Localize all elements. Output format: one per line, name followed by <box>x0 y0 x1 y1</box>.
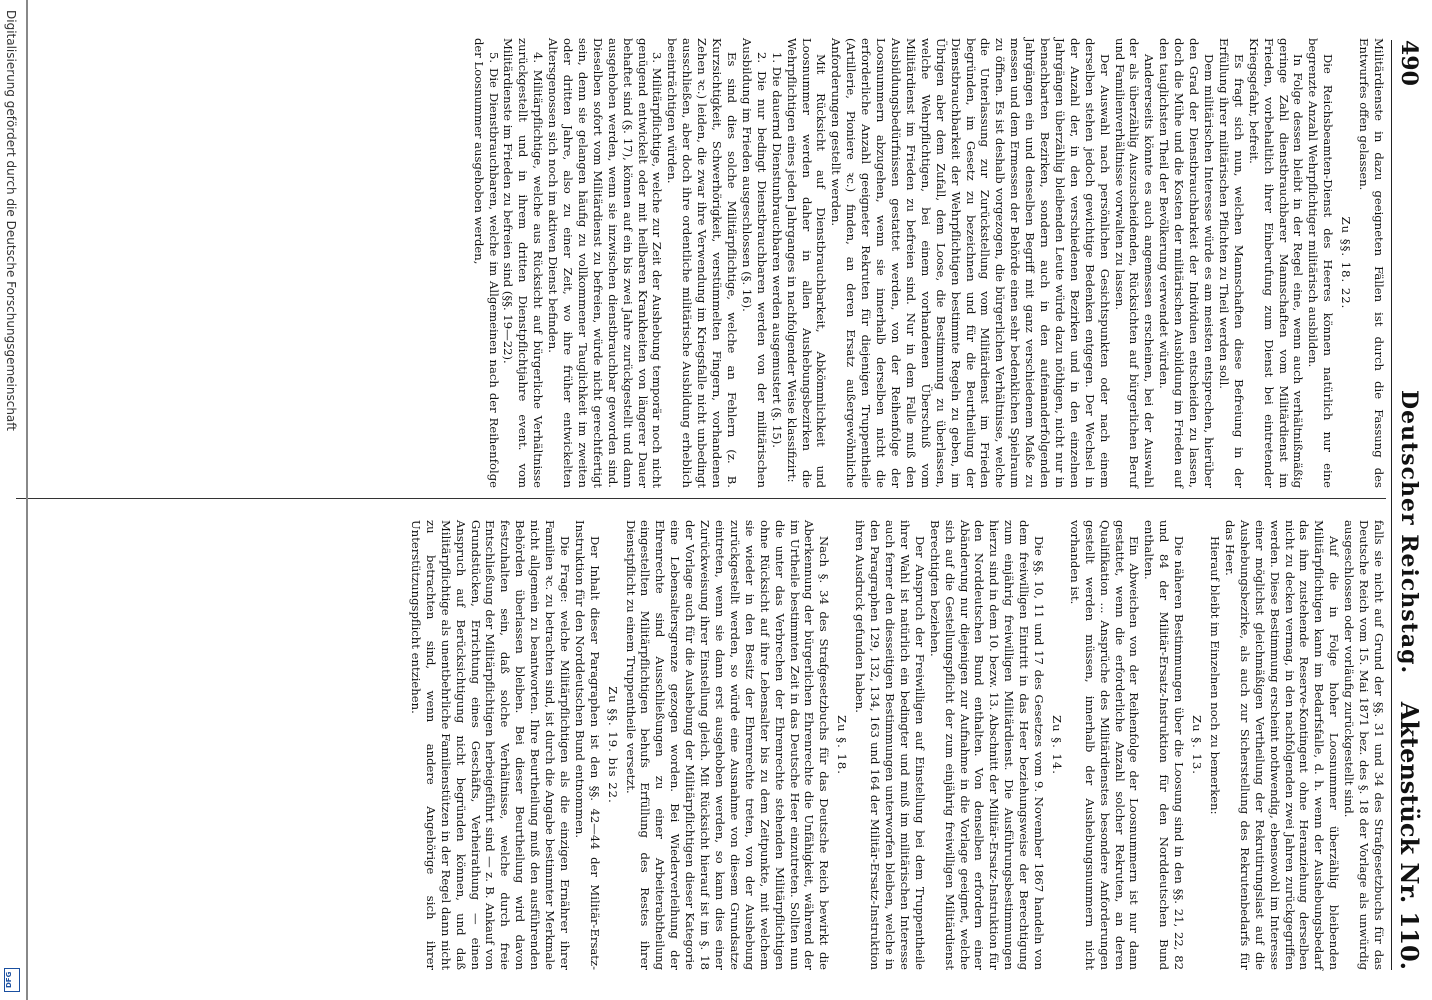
paragraph: Militärdienste in dazu geeigneten Fällen ist durch die Fassung des Entwurfes offen gelassen. <box>1357 38 1386 488</box>
paragraph: falls sie nicht auf Grund der §§. 31 und 34 des Strafgesetzbuchs für das Deutsche Reich vom 15. Mai 1871 bez. des §. 18 der Vorlage als unwürdig ausgeschlossen oder vorläufig zurückgestellt sind. <box>1342 520 1386 970</box>
paragraph: Der Auswahl nach persönlichen Gesichtspunkten oder nach einem derselben stehen jedoch gewichtige Bedenken entgegen. Der Wechsel in der Anzahl der, in den verschiedenen Bezirken und in den einzelnen Jahrgängen überzählig bleibenden Leute würde dazu nöthigen, nicht nur in benachbarten Bezirken, sondern auch in den aufeinanderfolgenden Jahrgängen ein und denselben Begriff mit ganz verschiedenem Maße zu messen und dem Ermessen der Behörde einen sehr bedenklichen Spielraum zu öffnen. Es ist deshalb vorgezogen, die bürgerlichen Verhältnisse, welche die Unterlassung zur Zurückstellung vom Militärdienst im Frieden begründen, im Gesetz zu bezeichnen und für die Beurtheilung der Dienstbrauchbarkeit der Wehrpflichtigen bestimmte Regeln zu geben, im Übrigen aber dem Zufall, dem Loose, die Bestimmung zu überlassen, welche Wehrpflichtigen, bei einem vorhandenen Überschuß vom Militärdienst im Frieden zu befreien sind. Nur in dem Falle muß den Ausbildungsbedürfnissen gestattet werden, von der Reihenfolge der Loosnummern abzugehen, wenn sie innerhalb derselben nicht die erforderliche Anzahl geeigneter Rekruten für diejenigen Truppentheile (Artillerie, Pioniere ꝛc.) finden, an deren Ersatz außergewöhnliche Anforderungen gestellt werden. <box>829 38 1112 488</box>
paragraph: Hierauf bleibt im Einzelnen noch zu bemerken: <box>1208 536 1223 815</box>
list-item-detail: Es sind dies solche Militärpflichtige, welche an Fehlern (z. B. Kurzsichtigkeit, Schwerhörigkeit, verstümmelten Fingern, vorhandenen Zehen ꝛc.) leiden, die zwar ihre Verwendung im Kriegsfalle nicht unbedingt ausschließen, aber doch ihre ordentliche militärische Ausbildung erheblich beeinträchtigen würden. <box>665 38 740 488</box>
paragraph: Die Frage: welche Militärpflichtigen als die einzigen Ernährer ihrer Familien ꝛc. zu betrachten sind, ist durch die Angabe bestimmter Merkmale nicht allgemein zu beantworten. Ihre Beurtheilung muß den ausführenden Behörden überlassen bleiben. Bei dieser Beurtheilung wird davon festzuhalten sein, daß solche Verhältnisse, welche durch freie Entschließung der Militärpflichtigen herbeigeführt sind — z. B. Ankauf von Grundstücken, Errichtung eines Geschäfts, Verheirathung — einen Anspruch auf Berücksichtigung nicht begründen können, und daß Militärpflichtige als unentbehrliche Familienstützen in der Regel dann nicht zu betrachten sind, wenn andere Angehörige sich ihrer Unterstützungspflicht entziehen. <box>408 520 572 970</box>
document-number: Aktenstück Nr. 110. <box>1395 701 1424 970</box>
paragraph: Andererseits könnte es auch angemessen erscheinen, bei der Auswahl der als überzählig Auszuscheidenden, Rücksichten auf bürgerlichen Beruf und Familienverhältnisse vorwalten zu lassen. <box>1112 38 1157 488</box>
paragraph: Auf die in Folge hoher Loosnummer überzählig bleibenden Militärpflichtigen kann im Bedarfsfalle, d. h. wenn der Aushebungsbedarf das ihm zustehende Reserve-Kontingent ohne Heranziehung derselben nicht zu decken vermag, in den nachfolgenden zwei Jahren zurückgegriffen werden. Diese Bestimmung erscheint nothwendig, ebensowohl im Interesse einer möglichst gleichmäßigen Vertheilung der Rekrutirungslast auf die Aushebungsbezirke, als auch zur Sicherstellung des Rekrutenbedarfs für das Heer. <box>1222 520 1342 970</box>
list-item: 2. Die nur bedingt Dienstbrauchbaren werden von der militärischen Ausbildung im Frieden ausgeschlossen (§. 16). <box>739 38 769 488</box>
scan-footer <box>0 0 22 1000</box>
section-heading: Zu §§. 18. 22. <box>1339 216 1354 310</box>
paragraph: Nach §. 34 des Strafgesetzbuchs für das Deutsche Reich bewirkt die Aberkennung der bürgerlichen Ehrenrechte die Unfähigkeit, während der im Urtheile bestimmten Zeit in das Deutsche Heer einzutreten. Sollten nun die unter das Verbrechen der Ehrenrechte stehenden Militärpflichtigen ohne Rücksicht auf ihre Lebensalter bis zu dem Zeitpunkte, mit welchem sie wieder in den Besitz der Ehrenrechte treten, von der Aushebung zurückgestellt werden, so würde eine Ausnahme von diesem Grundsatze eintreten, wenn sie dann erst ausgehoben werden, so kann dies einer Zurückweisung ihrer Einstellung gleich. Mit Rücksicht hierauf ist im §. 18 der Vorlage auch für die Aushebung der Militärpflichtigen dieser Kategorie eine Lebensaltersgrenze gezogen worden. Bei Wiederverleihung der Ehrenrechte sind Ausschließungen zu einer Arbeiterabtheilung eingestellten Militärpflichtigen behufs Erfüllung des Restes ihrer Dienstpflicht zu einem Truppentheile versetzt. <box>623 520 832 970</box>
section-heading: Zu §§. 19. bis 22. <box>605 686 620 804</box>
paragraph: Ein Abweichen von der Reihenfolge der Loosnummern ist nur dann gestattet, wenn die erforderliche Anzahl solcher Rekruten, an deren Qualifikation ... Ansprüche des Militärdienstes besondere Anforderungen gestellt werden müssen, innerhalb der Aushebungsnummern nicht vorhanden ist. <box>1067 520 1142 970</box>
paragraph: Dem militärischen Interesse würde es am meisten entsprechen, hierüber den Grad der Dienstbrauchbarkeit der Individuen entscheiden zu lassen, doch die Mühe und die Kosten der militärischen Ausbildung im Frieden auf den tauglichsten Theil der Bevölkerung verwendet würden. <box>1157 38 1217 488</box>
section-heading: Zu §. 13. <box>1190 715 1205 775</box>
paragraph: Es fragt sich nun, welchen Mannschaften diese Befreiung in der Erfüllung ihrer militärischen Pflichten zu Theil werden soll. <box>1216 38 1246 488</box>
digitization-credit: Digitalisierung gefördert durch die Deutsche Forschungsgemeinschaft <box>4 10 18 432</box>
running-title: Deutscher Reichstag. <box>1396 390 1422 675</box>
paragraph: Mit Rücksicht auf Dienstbrauchbarkeit, Abkömmlichkeit und Loosnummer werden daher in allen Aushebungsbezirken die Wehrpflichtigen eines jeden Jahrganges in nachfolgender Weise klassifizirt: <box>784 38 829 488</box>
paragraph: In Folge dessen bleibt in der Regel eine, wenn auch verhältnißmäßig geringe Zahl dienstbrauchbarer Mannschaften vom Militärdienst im Frieden, vorbehaltlich ihrer Einberufung zum Dienst bei eintretender Kriegsgefahr, befreit. <box>1246 38 1306 488</box>
list-item: 5. Die Dienstbrauchbaren, welche im Allgemeinen nach der Reihenfolge der Loosnummer ausgehoben werden, <box>471 38 501 488</box>
scan-edge <box>26 0 28 1000</box>
column-divider <box>16 498 1386 499</box>
page-number: 490 <box>1396 40 1422 86</box>
paragraph: Der Anspruch der Freiwilligen auf Einstellung bei dem Truppentheile ihrer Wahl ist natürlich ein bedingter und muß im militärischen Interesse auch ferner den diesseitigen Bestimmungen unterworfen bleiben, welche in den Paragraphen 129, 132, 134, 163 und 164 der Militär-Ersatz-Instruktion ihren Ausdruck gefunden haben. <box>853 520 927 970</box>
section-heading: Zu §. 14. <box>1049 715 1064 775</box>
header-rule <box>1391 40 1392 970</box>
page-header <box>1392 40 1426 970</box>
paragraph: Die §§. 10, 11 und 17 des Gesetzes vom 9. November 1867 handeln von dem freiwilligen Eintritt in das Heer beziehungsweise der Berechtigung zum einjährig freiwilligen Militärdienst. Die Ausführungsbestimmungen hierzu sind in dem 10. bezw. 13. Abschnitt der Militär-Ersatz-Instruktion für den Norddeutschen Bund enthalten. Von denselben erfordern einer Abänderung nur diejenigen zur Aufnahme in die Vorlage geeignet, welche sich auf die Gestellungspflicht der zum einjährig freiwilligen Militärdienst Berechtigten beziehen. <box>927 520 1047 970</box>
section-heading: Zu §. 18. <box>835 715 850 775</box>
paragraph: Der Inhalt dieser Paragraphen ist den §§. 42—44 der Militär-Ersatz-Instruktion für den Norddeutschen Bund entnommen. <box>572 520 602 970</box>
paragraph: Die näheren Bestimmungen über die Loosung sind in den §§. 21, 22, 82 und 84 der Militär-Ersatz-Instruktion für den Norddeutschen Bund enthalten. <box>1142 520 1187 970</box>
left-column <box>6 38 1386 488</box>
list-item: 3. Militärpflichtige, welche zur Zeit der Aushebung temporär noch nicht genügend entwickelt oder mit heilbaren Krankheiten von längerer Dauer behaftet sind (§. 17), können auf ein bis zwei Jahre zurückgestellt und dann ausgehoben werden, wenn sie inzwischen dienstbrauchbar geworden sind. Dieselben sofort vom Militärdienst zu befreien, würde nicht gerechtfertigt sein, denn sie gelangen häufig zu vollkommener Tauglichkeit im zweiten oder dritten Jahre, also zu einer Zeit, wo ihre früher entwickelten Altersgenossen sich noch im aktiven Dienst befinden. <box>546 38 665 488</box>
list-item: 4. Militärpflichtige, welche aus Rücksicht auf bürgerliche Verhältnisse zurückgestellt und in ihrem dritten Dienstpflichtjahre event. vom Militärdienste im Frieden zu befreien sind (§§. 19—22). <box>501 38 546 488</box>
dfg-logo: DFG <box>4 968 20 992</box>
right-column <box>6 520 1386 970</box>
paragraph: Die Reichsbeamten-Dienst des Heeres können natürlich nur eine begrenzte Anzahl Wehrpflichtiger militärisch ausbilden. <box>1306 38 1336 488</box>
list-item: 1. Die dauernd Dienstunbrauchbaren werden ausgemustert (§. 15). <box>769 52 784 448</box>
